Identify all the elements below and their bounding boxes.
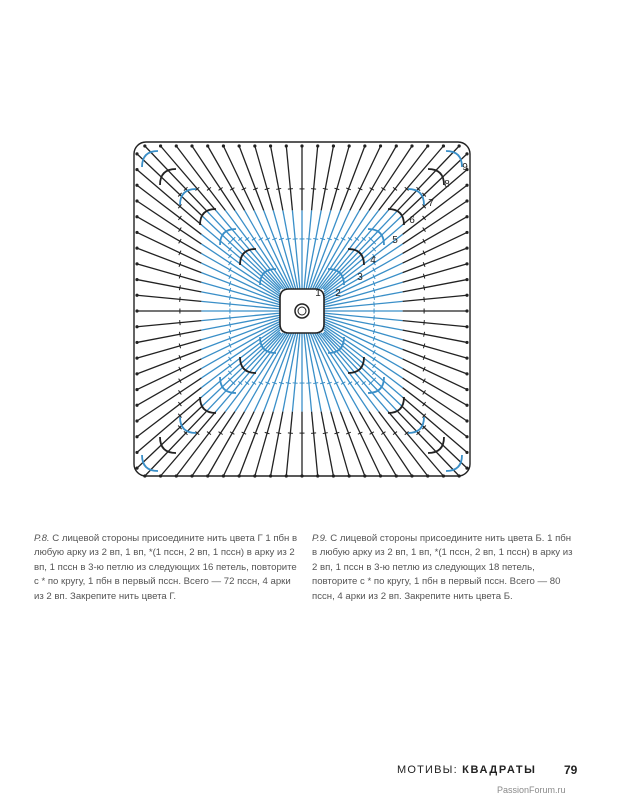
stitch-outer bbox=[137, 154, 201, 215]
stitch-outer bbox=[137, 185, 201, 234]
stitch-outer bbox=[388, 146, 443, 210]
stitch-dot bbox=[363, 144, 366, 147]
stitch-outer bbox=[271, 412, 283, 476]
stitch-tick bbox=[279, 238, 284, 239]
stitch-outer bbox=[255, 412, 273, 476]
stitch-dot bbox=[465, 341, 468, 344]
stitch-outer bbox=[137, 330, 201, 342]
stitch-dot bbox=[135, 168, 138, 171]
stitch-dot bbox=[159, 144, 162, 147]
stitch-outer bbox=[137, 397, 201, 452]
corner-arc bbox=[348, 357, 364, 373]
stitch-tick bbox=[286, 238, 291, 239]
stitch-outer bbox=[403, 295, 467, 301]
stitch-outer bbox=[137, 280, 201, 292]
stitch-outer bbox=[176, 412, 225, 476]
corner-arc bbox=[348, 249, 364, 265]
corner-arc bbox=[142, 455, 158, 471]
stitch-outer bbox=[161, 146, 216, 210]
stitch-outer bbox=[286, 412, 292, 476]
stitch-outer bbox=[137, 264, 201, 282]
stitch-outer bbox=[145, 412, 206, 476]
stitch-outer bbox=[403, 321, 467, 327]
row-label-3: 3 bbox=[357, 272, 363, 283]
stitch-outer bbox=[403, 349, 467, 374]
stitch-tick bbox=[179, 343, 180, 348]
stitch-outer bbox=[403, 407, 467, 468]
stitch-outer bbox=[379, 146, 428, 210]
stitch-dot bbox=[300, 144, 303, 147]
stitch-tick bbox=[265, 432, 270, 433]
stitch-outer bbox=[403, 280, 467, 292]
stitch-dot bbox=[465, 372, 468, 375]
stitch-outer bbox=[286, 146, 292, 210]
stitch-dot bbox=[465, 215, 468, 218]
stitch-outer bbox=[271, 146, 283, 210]
stitch-tick bbox=[323, 433, 328, 434]
stitch-inner bbox=[264, 210, 294, 289]
stitch-outer bbox=[312, 412, 318, 476]
stitch-tick bbox=[334, 432, 339, 433]
stitch-dot bbox=[238, 144, 241, 147]
stitch-dot bbox=[465, 247, 468, 250]
stitch-tick bbox=[423, 274, 424, 279]
stitch-outer bbox=[398, 412, 459, 476]
corner-arc bbox=[446, 151, 462, 167]
stitch-dot bbox=[135, 388, 138, 391]
stitch-outer bbox=[403, 330, 467, 342]
corner-arc bbox=[240, 249, 256, 265]
page-number: 79 bbox=[564, 763, 578, 777]
stitch-dot bbox=[135, 231, 138, 234]
center-ring-outer bbox=[295, 304, 309, 318]
stitch-tick bbox=[179, 332, 180, 337]
stitch-inner bbox=[264, 333, 294, 412]
corner-arc bbox=[142, 151, 158, 167]
stitch-outer bbox=[340, 146, 365, 210]
stitch-dot bbox=[135, 278, 138, 281]
stitch-tick bbox=[229, 322, 230, 327]
stitch-tick bbox=[276, 433, 281, 434]
row-label-5: 5 bbox=[392, 235, 398, 246]
stitch-outer bbox=[403, 185, 467, 234]
round-9-text: С лицевой стороны присоедините нить цвета Б. 1 пбн в любую арку из 2 вп, 1 вп, *(1 пссн, 2 вп, 1 пссн) в арку из 2 вп, 1 пссн в 3-ю петлю из следующих 18 петель, повторите с * по кругу, 1 пбн в первый пссн. Всего — 80 пссн, 4 арки из 2 вп. Закрепите нить цвета Б. bbox=[312, 533, 573, 602]
stitch-dot bbox=[465, 435, 468, 438]
row-label-4: 4 bbox=[370, 255, 376, 266]
stitch-outer bbox=[145, 146, 206, 210]
stitch-dot bbox=[465, 419, 468, 422]
stitch-dot bbox=[465, 404, 468, 407]
round-8-instructions bbox=[34, 532, 299, 604]
stitch-dot bbox=[316, 144, 319, 147]
stitch-dot bbox=[458, 144, 461, 147]
stitch-outer bbox=[137, 170, 201, 225]
stitch-dot bbox=[135, 309, 138, 312]
stitch-dot bbox=[465, 152, 468, 155]
stitch-outer bbox=[137, 248, 201, 273]
stitch-inner bbox=[201, 273, 280, 303]
center-ring-inner bbox=[298, 307, 306, 315]
stitch-tick bbox=[424, 285, 425, 290]
watermark: PassionForum.ru bbox=[497, 785, 566, 795]
corner-arc bbox=[446, 455, 462, 471]
stitch-tick bbox=[313, 238, 318, 239]
row-label-2: 2 bbox=[335, 288, 341, 299]
section-prefix: МОТИВЫ: bbox=[397, 764, 458, 776]
stitch-dot bbox=[332, 144, 335, 147]
stitch-dot bbox=[135, 419, 138, 422]
stitch-dot bbox=[135, 451, 138, 454]
stitch-dot bbox=[206, 144, 209, 147]
stitch-dot bbox=[465, 309, 468, 312]
stitch-dot bbox=[175, 144, 178, 147]
stitch-tick bbox=[179, 285, 180, 290]
stitch-outer bbox=[388, 412, 443, 476]
stitch-outer bbox=[239, 146, 264, 210]
stitch-dot bbox=[190, 144, 193, 147]
stitch-dot bbox=[395, 144, 398, 147]
stitch-inner bbox=[201, 319, 280, 349]
stitch-dot bbox=[143, 144, 146, 147]
stitch-dot bbox=[135, 184, 138, 187]
stitch-outer bbox=[321, 146, 333, 210]
stitch-outer bbox=[137, 340, 201, 358]
section-name: КВАДРАТЫ bbox=[462, 764, 537, 776]
stitch-tick bbox=[229, 288, 230, 293]
stitch-outer bbox=[403, 397, 467, 452]
stitch-dot bbox=[135, 247, 138, 250]
stitch-outer bbox=[255, 146, 273, 210]
stitch-dot bbox=[253, 144, 256, 147]
stitch-tick bbox=[424, 332, 425, 337]
stitch-dot bbox=[348, 144, 351, 147]
crochet-chart-diagram bbox=[120, 130, 485, 490]
row-label-1: 1 bbox=[315, 288, 321, 299]
section-title bbox=[397, 764, 537, 776]
row-label-6: 6 bbox=[409, 215, 415, 226]
stitch-dot bbox=[135, 215, 138, 218]
stitch-outer bbox=[403, 154, 467, 215]
stitch-outer bbox=[403, 340, 467, 358]
stitch-dot bbox=[135, 262, 138, 265]
stitch-dot bbox=[465, 451, 468, 454]
stitch-outer bbox=[403, 248, 467, 273]
stitch-dot bbox=[135, 325, 138, 328]
stitch-dot bbox=[465, 325, 468, 328]
stitch-tick bbox=[265, 188, 270, 189]
stitch-tick bbox=[373, 288, 374, 293]
stitch-tick bbox=[286, 383, 291, 384]
stitch-outer bbox=[137, 349, 201, 374]
stitch-dot bbox=[135, 372, 138, 375]
stitch-outer bbox=[379, 412, 428, 476]
round-8-label: Р.8. bbox=[34, 533, 50, 544]
stitch-tick bbox=[179, 274, 180, 279]
stitch-tick bbox=[320, 382, 325, 383]
stitch-dot bbox=[426, 144, 429, 147]
stitch-outer bbox=[340, 412, 365, 476]
stitch-outer bbox=[331, 146, 349, 210]
stitch-inner bbox=[310, 333, 340, 412]
stitch-dot bbox=[465, 231, 468, 234]
stitch-dot bbox=[135, 341, 138, 344]
stitch-tick bbox=[279, 382, 284, 383]
stitch-dot bbox=[135, 294, 138, 297]
stitch-dot bbox=[135, 357, 138, 360]
stitch-tick bbox=[374, 295, 375, 300]
stitch-dot bbox=[135, 152, 138, 155]
stitch-dot bbox=[465, 294, 468, 297]
stitch-tick bbox=[374, 322, 375, 327]
stitch-outer bbox=[137, 295, 201, 301]
stitch-dot bbox=[465, 278, 468, 281]
stitch-dot bbox=[465, 199, 468, 202]
stitch-tick bbox=[373, 329, 374, 334]
stitch-dot bbox=[269, 144, 272, 147]
round-9-instructions bbox=[312, 532, 577, 604]
stitch-inner bbox=[324, 319, 403, 349]
stitch-outer bbox=[403, 388, 467, 437]
stitch-dot bbox=[285, 144, 288, 147]
stitch-outer bbox=[137, 388, 201, 437]
row-label-7: 7 bbox=[428, 198, 434, 209]
stitch-outer bbox=[239, 412, 264, 476]
stitch-tick bbox=[229, 295, 230, 300]
stitch-inner bbox=[310, 210, 340, 289]
stitch-dot bbox=[442, 144, 445, 147]
stitch-outer bbox=[331, 412, 349, 476]
corner-arc bbox=[240, 357, 256, 373]
stitch-outer bbox=[312, 146, 318, 210]
stitch-tick bbox=[423, 343, 424, 348]
stitch-dot bbox=[135, 199, 138, 202]
stitch-outer bbox=[161, 412, 216, 476]
stitch-outer bbox=[137, 407, 201, 468]
stitch-dot bbox=[410, 144, 413, 147]
round-9-label: Р.9. bbox=[312, 533, 328, 544]
stitch-dot bbox=[465, 357, 468, 360]
stitch-dot bbox=[135, 404, 138, 407]
row-label-8: 8 bbox=[444, 179, 450, 190]
stitch-tick bbox=[276, 188, 281, 189]
stitch-dot bbox=[465, 262, 468, 265]
stitch-tick bbox=[323, 188, 328, 189]
stitch-dot bbox=[465, 388, 468, 391]
stitch-dot bbox=[222, 144, 225, 147]
stitch-dot bbox=[135, 435, 138, 438]
stitch-dot bbox=[465, 184, 468, 187]
stitch-outer bbox=[176, 146, 225, 210]
stitch-outer bbox=[137, 321, 201, 327]
stitch-outer bbox=[403, 264, 467, 282]
stitch-tick bbox=[229, 329, 230, 334]
stitch-tick bbox=[320, 238, 325, 239]
stitch-tick bbox=[313, 383, 318, 384]
row-label-9: 9 bbox=[462, 162, 468, 173]
stitch-outer bbox=[321, 412, 333, 476]
stitch-tick bbox=[334, 188, 339, 189]
stitch-dot bbox=[379, 144, 382, 147]
round-8-text: С лицевой стороны присоедините нить цвета Г 1 пбн в любую арку из 2 вп, 1 вп, *(1 пссн, 2 вп, 1 пссн) в арку из 2 вп, 1 пссн в 3-ю петлю из следующих 16 петель, повторите с * по кругу, 1 пбн в первый пссн. Всего — 72 пссн, 4 арки из 2 вп. Закрепите нить цвета Г. bbox=[34, 533, 298, 602]
